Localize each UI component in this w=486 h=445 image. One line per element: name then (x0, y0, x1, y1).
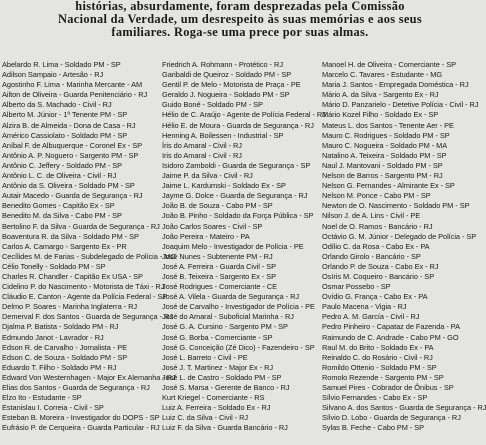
victim-entry: Elias dos Santos - Guarda de Segurança - RJ (2, 383, 150, 392)
intro-line: Nacional da Verdade, um desrespeito às suas memórias e aos seus (58, 12, 422, 26)
victim-entry: Nelson G. Fernandes - Almirante Ex - SP (322, 181, 455, 191)
victim-entry: João Carlos Soares - Civil - SP (162, 221, 263, 231)
victim-entry: Edson C. de Souza - Soldado PM - SP (2, 352, 128, 362)
victim-entry: Hélio E. de Moura - Guarda de Segurança - RJ (162, 120, 314, 130)
victim-entry: Raimundo de C. Andrade - Cabo PM - GO (322, 332, 459, 342)
victim-entry: Romildo Ottenio - Soldado PM - SP (322, 362, 437, 372)
victim-entry: Américo Cassiolato - Soldado PM - SP (2, 130, 128, 140)
victim-entry: Alberto da S. Machado - Civil - RJ (2, 100, 112, 110)
victim-entry: Henning A. Boilessen - Industrial - SP (162, 130, 284, 140)
victim-entry: Edward Von Westernhagen - Major Ex Alemanha - RJ (2, 372, 176, 382)
victim-entry: Ovídio G. França - Cabo Ex - PA (322, 292, 428, 302)
victim-entry: Aníbal F. de Albuquerque - Coronel Ex - SP (2, 140, 143, 150)
victim-entry: Newton de O. Nascimento - Soldado PM - SP (322, 201, 470, 211)
victim-entry: José A. Ferreira - Guarda Civil - SP (162, 261, 277, 271)
victim-entry: José S. Marsa - Gerente de Banco - RJ (162, 383, 290, 392)
victim-entry: Antônio A. P. Noguero - Sargento PM - SP (2, 150, 139, 160)
victim-entry: Garibaldi de Queiroz - Soldado PM - SP (162, 70, 292, 80)
victim-entry: Iris do Amaral - Civil - RJ (162, 150, 242, 160)
intro-paragraph (0, 0, 480, 52)
victim-entry: Reinaldo C. do Rosário - Civil - RJ (322, 352, 433, 362)
victim-entry: José B. Teixeira - Sargento Ex - SP (162, 271, 276, 281)
victim-entry: Jaime L. Kardumski - Soldado Ex - SP (162, 181, 286, 191)
victim-entry: Mauro C. Nogueira - Soldado PM - MA (322, 140, 448, 150)
victim-entry: Octávio G. M. Júnior - Delegado de Polícia - SP (322, 231, 477, 241)
victim-entry: Guido Boné - Soldado PM - SP (162, 100, 263, 110)
victim-entry: José G. A. Cursino - Sargento PM - SP (162, 322, 288, 332)
victim-entry: Pedro Pinheiro - Capataz de Fazenda - PA (322, 322, 460, 332)
victim-entry: Autair Macedo - Guarda de Segurança - RJ (2, 191, 143, 201)
victim-entry: Orlando Girolo - Bancário - SP (322, 251, 421, 261)
victim-entry: Joaquim Melo - Investigador de Polícia - PE (162, 241, 304, 251)
victim-entry: José G. Conceição (Zé Dico) - Fazendeiro - SP (162, 342, 315, 352)
victim-entry: Abelardo R. Lima - Soldado PM - SP (2, 60, 121, 69)
victim-entry: Kurt Kriegel - Comerciante - RS (162, 393, 265, 403)
victim-entry: José A. Vilela - Guarda de Segurança - RJ (162, 292, 300, 302)
victim-entry: Ailton de Oliveira - Guarda Penitenciário - RJ (2, 90, 148, 100)
victim-entry: Luiz C. da Silva - Civil - RJ (162, 413, 249, 423)
victim-entry: Romolo Rezende - Sargento PM - SP (322, 372, 444, 382)
victim-entry: Isidoro Zamboldi - Guarda de Segurança - SP (162, 160, 311, 170)
victim-entry: Sílvio D. Lobo - Guarda de Segurança - RJ (322, 413, 461, 423)
victim-entry: José J. T. Martinez - Major Ex - RJ (162, 362, 274, 372)
victim-entry: Charles R. Chandler - Capitão Ex USA - SP (2, 271, 143, 281)
victim-entry: Antônio L. C. de Oliveira - Civil - RJ (2, 171, 117, 181)
victim-entry: Carlos A. Camargo - Sargento Ex - PR (2, 241, 127, 251)
victim-entry: Estanislau I. Correia - Civil - SP (2, 403, 104, 413)
victim-entry: Naul J. Mantovani - Soldado PM - SP (322, 160, 443, 170)
victim-entry: Mauro C. Rodrigues - Soldado PM - SP (322, 130, 450, 140)
victim-entry: Cecílides M. de Farias - Subdelegado de Polícia - MG (2, 251, 177, 261)
victim-entry: Geraldo J. Nogueira - Soldado PM - SP (162, 90, 290, 100)
victim-column-3 (322, 60, 486, 445)
victim-entry: Delmo P. Soares - Marinha Inglaterra - RJ (2, 302, 138, 312)
victim-entry: José de Carvalho - Investigador de Polícia - PE (162, 302, 315, 312)
victim-column-1 (2, 60, 177, 445)
victim-entry: Benedito M. da Silva - Cabo PM - SP (2, 211, 122, 221)
victim-entry: Djalma P. Batista - Soldado PM - RJ (2, 322, 119, 332)
victim-entry: Mário D. Panzarielo - Detetive Polícia - Civil - RJ (322, 100, 479, 110)
victim-entry: Elzo Ito - Estudante - SP (2, 393, 82, 403)
victim-entry: Maria J. Santos - Empregada Doméstica - RJ (322, 80, 469, 90)
victim-entry: Odílio C. da Rosa - Cabo Ex - PA (322, 241, 430, 251)
victim-entry: Nelson de Barros - Sargento PM - RJ (322, 171, 443, 181)
victim-entry: Cláudio E. Canton - Agente da Polícia Federal - SP (2, 292, 168, 302)
victim-entry: Osmar Possebo - SP (322, 282, 391, 292)
victim-entry: Silvano A. dos Santos - Guarda de Segurança - RJ (322, 403, 486, 413)
victim-entry: Osíris M. Coqueiro - Bancário - SP (322, 271, 435, 281)
victim-entry: Mário Kozel Filho - Soldado Ex - SP (322, 110, 439, 120)
victim-entry: João B. Pinho - Soldado da Força Pública - SP (162, 211, 314, 221)
victim-entry: José Rodrigues - Comerciante - CE (162, 282, 278, 292)
victim-entry: Nilson J. de A. Lins - Civil - PE (322, 211, 421, 221)
victim-entry: Pedro A. M. García - Civil - RJ (322, 312, 420, 322)
victim-entry: João B. de Souza - Cabo PM - SP (162, 201, 273, 211)
victim-entry: Demerval F. dos Santos - Guarda de Segurança - RJ (2, 312, 173, 322)
victim-entry: Luiz F. da Silva - Guarda Bancário - RJ (162, 423, 288, 433)
victim-entry: Luiz A. Ferreira - Soldado Ex - RJ (162, 403, 271, 413)
victim-entry: João Pereira - Mateiro - PA (162, 231, 250, 241)
victim-entry: Jaime P. da Silva - Civil - RJ (162, 171, 253, 181)
victim-entry: Adilson Sampaio - Artesão - RJ (2, 70, 104, 80)
victim-entry: Noel de O. Ramos - Bancário - RJ (322, 221, 433, 231)
victim-entry: Natalino A. Teixeira - Soldado PM - SP (322, 150, 447, 160)
victim-entry: Cidelino P. do Nascimento - Motorista de Táxi - RJ (2, 282, 165, 292)
intro-line: familiares. Roga-se uma prece por suas almas. (111, 25, 369, 39)
victim-entry: José L. de Castro - Soldado PM - SP (162, 372, 282, 382)
victim-entry: José L. Barreto - Civil - PE (162, 352, 248, 362)
victim-entry: Boaventura R. da Silva - Soldado PM - SP (2, 231, 139, 241)
victim-entry: Samuel Pires - Cobrador de Ônibus - SP (322, 383, 454, 392)
victim-entry: Mário A. da Silva - Sargento Ex - RJ (322, 90, 439, 100)
intro-line: histórias, absurdamente, foram desprezadas pela Comissão (75, 0, 405, 13)
victim-list (0, 60, 486, 445)
victim-entry: Bertolino F. da Silva - Guarda de Segurança - RJ (2, 221, 160, 231)
victim-entry: Marcelo C. Tavares - Estudante - MG (322, 70, 443, 80)
victim-entry: Friedrich A. Rohmann - Protético - RJ (162, 60, 283, 69)
victim-entry: José do Amaral - Suboficial Marinha - RJ (162, 312, 294, 322)
victim-entry: Eufrásio P. de Cerqueira - Guarda Particular - RJ (2, 423, 160, 433)
victim-entry: Manoel H. de Oliveira - Comerciante - SP (322, 60, 456, 69)
victim-entry: Esteban B. Moreira - Investigador do DOPS - SP (2, 413, 160, 423)
victim-entry: Sílvio Fernandes - Cabo Ex - SP (322, 393, 428, 403)
victim-column-2 (162, 60, 326, 445)
victim-entry: Gentil P. de Melo - Motorista de Praça - PE (162, 80, 301, 90)
victim-entry: Antônio da S. Oliveira - Soldado PM - SP (2, 181, 135, 191)
victim-entry: Jayme G. Dolce - Guarda de Segurança - RJ (162, 191, 308, 201)
victim-entry: José G. Borba - Comerciante - SP (162, 332, 273, 342)
victim-entry: Raul M. do Brito - Soldado Ex - PA (322, 342, 434, 352)
victim-entry: Mateus L. dos Santos - Tenente Aer - PE (322, 120, 454, 130)
victim-entry: Benedito Gomes - Capitão Ex - SP (2, 201, 115, 211)
victim-entry: Edson R. de Carvalho - Jornalista - PE (2, 342, 128, 352)
victim-entry: Alzira B. de Almeida - Dona de Casa - RJ (2, 120, 136, 130)
victim-entry: Alberto M. Júnior - 1º Tenente PM - SP (2, 110, 128, 120)
victim-entry: Sylas B. Feche - Cabo PM - SP (322, 423, 425, 433)
victim-entry: Orlando P. de Souza - Cabo Ex - RJ (322, 261, 439, 271)
victim-entry: Agostinho F. Lima - Marinha Mercante - AM (2, 80, 143, 90)
victim-entry: Íris do Amaral - Civil - RJ (162, 140, 242, 150)
victim-entry: Hélio de C. Araújo - Agente de Polícia Federal - RJ (162, 110, 326, 120)
victim-entry: José Nunes - Subtenente PM - RJ (162, 251, 273, 261)
victim-entry: Edmundo Janot - Lavrador - RJ (2, 332, 104, 342)
victim-entry: Nelson M. Ponce - Cabo PM - SP (322, 191, 431, 201)
victim-entry: Paulo Macena - Vigia - RJ (322, 302, 407, 312)
victim-entry: Célio Tonelly - Soldado PM - SP (2, 261, 106, 271)
victim-entry: Antônio C. Jeffery - Soldado PM - SP (2, 160, 123, 170)
victim-entry: Eduardo T. Filho - Soldado PM - RJ (2, 362, 117, 372)
